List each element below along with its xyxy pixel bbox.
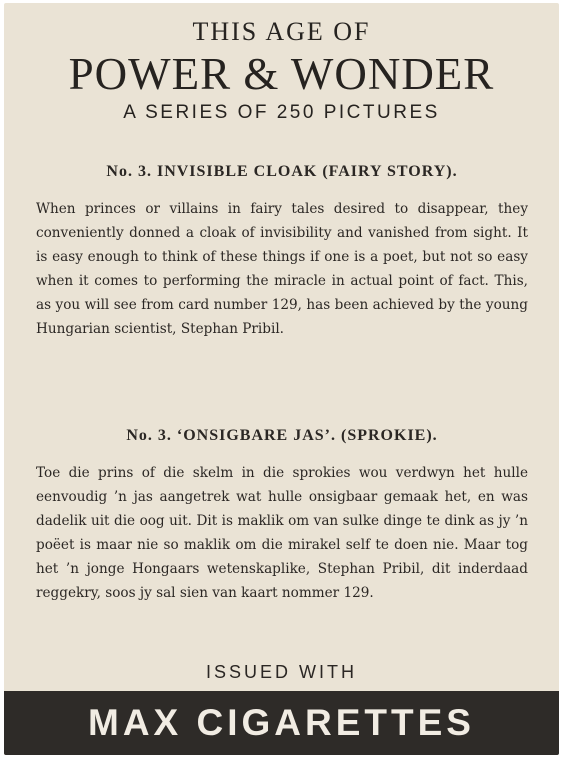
brand-banner [4,691,559,755]
english-title: No. 3. INVISIBLE CLOAK (FAIRY STORY). [106,163,458,180]
english-body: When princes or villains in fairy tales desired to disappear, they conveniently donned a cloak of invisibility and vanished from sight. It is easy enough to think of these things if one is a poet, but not so easy when it comes to performing the miracle in actual point of fact. This, as you will see from card number 129, has been achieved by the young Hungarian scientist, Stephan Pribil. [36,201,528,337]
brand-name: MAX CIGARETTES [88,702,475,743]
header-series-subtitle: A SERIES OF 250 PICTURES [123,102,440,123]
english-section [36,163,528,341]
header-line-this-age-of: THIS AGE OF [192,17,371,46]
card-header [4,17,559,125]
afrikaans-section [36,427,528,605]
issued-with-label: ISSUED WITH [205,662,357,682]
afrikaans-title: No. 3. ‘ONSIGBARE JAS’. (SPROKIE). [126,427,438,444]
header-series-title: POWER & WONDER [68,49,495,99]
cigarette-card [4,3,559,755]
afrikaans-body: Toe die prins of die skelm in die sprokies wou verdwyn het hulle eenvoudig ’n jas aangetrek wat hulle onsigbaar gemaak het, en was dadelik uit die oog uit. Dit is maklik om van sulke dinge te dink as jy ’n poëet is maar nie so maklik om die mirakel self te doen nie. Maar tog het ’n jonge Hongaars wetenskaplike, Stephan Pribil, dit inderdaad reggekry, soos jy sal sien van kaart nommer 129. [36,465,528,601]
